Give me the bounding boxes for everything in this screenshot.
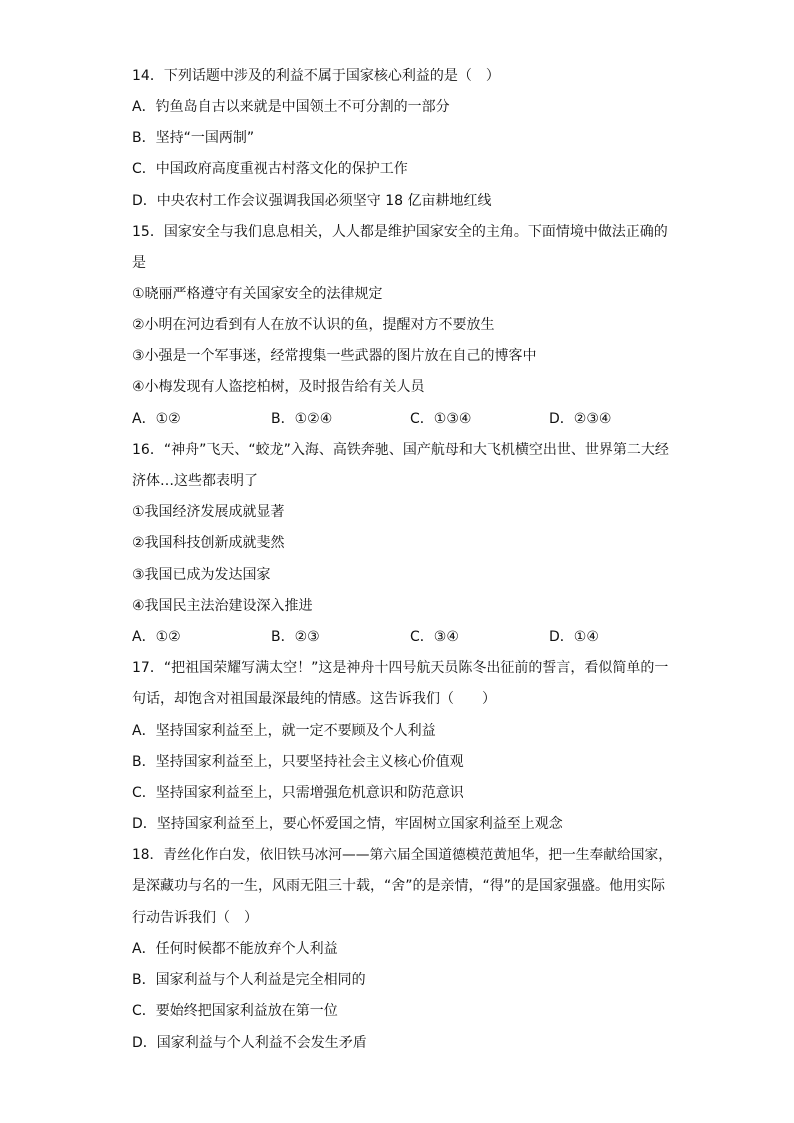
question-15-stem-line-2: 是 <box>132 255 146 271</box>
question-17-stem-line-1: 17．“把祖国荣耀写满太空！”这是神舟十四号航天员陈冬出征前的誓言，看似简单的一 <box>132 660 669 676</box>
question-18-option-d: D．国家利益与个人利益不会发生矛盾 <box>132 1035 367 1051</box>
question-16-item-4: ④我国民主法治建设深入推进 <box>132 598 313 614</box>
question-18-option-a: A．任何时候都不能放弃个人利益 <box>132 941 338 957</box>
question-17-stem-line-2: 句话，却饱含对祖国最深最纯的情感。这告诉我们（ ） <box>132 691 496 707</box>
question-15-choice-c: C．①③④ <box>410 411 472 427</box>
question-16-stem-line-2: 济体…这些都表明了 <box>132 473 258 489</box>
question-15-item-2: ②小明在河边看到有人在放不认识的鱼，提醒对方不要放生 <box>132 317 495 333</box>
question-17-option-c: C．坚持国家利益至上，只需增强危机意识和防范意识 <box>132 785 464 801</box>
question-14-option-b: B．坚持“一国两制” <box>132 130 255 146</box>
question-15-item-3: ③小强是一个军事迷，经常搜集一些武器的图片放在自己的博客中 <box>132 348 537 364</box>
question-14-option-a: A．钓鱼岛自古以来就是中国领土不可分割的一部分 <box>132 99 450 115</box>
question-16-stem-line-1: 16．“神舟”飞天、“蛟龙”入海、高铁奔驰、国产航母和大飞机横空出世、世界第二大经 <box>132 442 669 458</box>
question-15-item-1: ①晓丽严格遵守有关国家安全的法律规定 <box>132 286 383 302</box>
question-16-choice-d: D．①④ <box>549 629 599 645</box>
question-16-choice-c: C．③④ <box>410 629 459 645</box>
question-18-stem-line-1: 18．青丝化作白发，依旧铁马冰河——第六届全国道德模范黄旭华，把一生奉献给国家， <box>132 847 672 863</box>
question-14-option-d: D．中央农村工作会议强调我国必须坚守 18 亿亩耕地红线 <box>132 193 492 209</box>
question-18-option-c: C．要始终把国家利益放在第一位 <box>132 1003 338 1019</box>
question-16-choices <box>132 627 692 647</box>
question-16-item-3: ③我国已成为发达国家 <box>132 567 271 583</box>
question-18-stem-line-2: 是深藏功与名的一生，风雨无阻三十载，“舍”的是亲情，“得”的是国家强盛。他用实际 <box>132 878 666 894</box>
question-16-item-2: ②我国科技创新成就斐然 <box>132 535 285 551</box>
question-15-item-4: ④小梅发现有人盗挖柏树，及时报告给有关人员 <box>132 379 425 395</box>
question-18-stem-line-3: 行动告诉我们（ ） <box>132 910 258 926</box>
question-14-stem: 14．下列话题中涉及的利益不属于国家核心利益的是（ ） <box>132 68 500 84</box>
question-15-choice-d: D．②③④ <box>549 411 612 427</box>
question-16-choice-a: A．①② <box>132 629 181 645</box>
question-17-option-d: D．坚持国家利益至上，要心怀爱国之情，牢固树立国家利益至上观念 <box>132 816 563 832</box>
question-16-choice-b: B．②③ <box>271 629 320 645</box>
question-14-option-c: C．中国政府高度重视古村落文化的保护工作 <box>132 161 408 177</box>
question-17-option-b: B．坚持国家利益至上，只要坚持社会主义核心价值观 <box>132 754 464 770</box>
question-15-choice-a: A．①② <box>132 411 181 427</box>
question-16-item-1: ①我国经济发展成就显著 <box>132 504 285 520</box>
question-15-choice-b: B．①②④ <box>271 411 333 427</box>
question-17-option-a: A．坚持国家利益至上，就一定不要顾及个人利益 <box>132 723 436 739</box>
question-15-stem-line-1: 15．国家安全与我们息息相关，人人都是维护国家安全的主角。下面情境中做法正确的 <box>132 224 668 240</box>
question-18-option-b: B．国家利益与个人利益是完全相同的 <box>132 972 366 988</box>
question-15-choices <box>132 409 692 429</box>
